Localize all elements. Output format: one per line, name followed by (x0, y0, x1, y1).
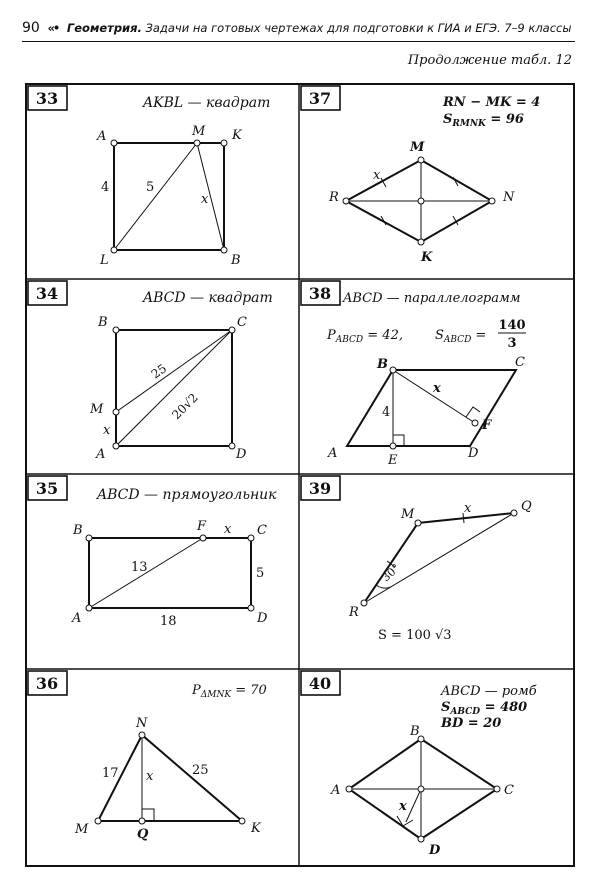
point-label: K (421, 250, 433, 265)
book-description: Задачи на готовых чертежах для подготовки к ГИА и ЕГЭ. 7–9 классы (145, 21, 572, 35)
point-label: C (257, 523, 267, 538)
problem-39 (301, 476, 532, 643)
point-label: M (410, 140, 425, 155)
problem-number: 33 (35, 89, 59, 108)
diagonal-length-label: 20√2 (169, 390, 201, 423)
point-label: B (410, 724, 420, 739)
point-label: F (197, 519, 207, 534)
header-rule (22, 41, 575, 42)
problem-number: 40 (308, 674, 332, 693)
problem-number: 35 (35, 479, 59, 498)
point-label: D (236, 447, 247, 462)
side-length-label: 4 (101, 180, 110, 195)
problem-37 (301, 86, 540, 265)
problem-number: 37 (308, 89, 332, 108)
unknown-x-label: x (201, 192, 209, 207)
problem-condition: AKBL — квадрат (143, 95, 271, 111)
point-label: N (503, 190, 515, 205)
point-label: A (331, 783, 341, 798)
side-length-label: 17 (102, 766, 119, 781)
height-length-label: 4 (382, 405, 391, 420)
book-title: Геометрия. (66, 21, 142, 35)
unknown-x-label: x (373, 168, 381, 183)
unknown-x-label: x (399, 799, 407, 814)
point-label: M (75, 822, 89, 837)
point-label: Q (137, 827, 149, 842)
angle-label: 30° (379, 561, 403, 585)
rectangle-figure (86, 535, 254, 611)
point-label: B (73, 523, 83, 538)
point-label: M (90, 402, 104, 417)
point-label: L (100, 253, 109, 268)
area-denominator: 3 (507, 336, 517, 351)
problem-number: 38 (308, 284, 332, 303)
problem-condition: RN − MK = 4 (443, 95, 541, 110)
segment-length-label: 25 (148, 361, 170, 382)
unknown-x-label: x (146, 769, 154, 784)
page-header (22, 20, 575, 42)
problems-table (25, 83, 575, 867)
point-label: R (329, 190, 339, 205)
point-label: K (232, 128, 242, 143)
area-condition: $S_{ABCD} = 480$ (441, 700, 528, 717)
problem-34 (28, 281, 273, 462)
point-label: Q (521, 499, 532, 514)
problem-condition: ABCD — квадрат (143, 290, 273, 306)
point-label: B (98, 315, 108, 330)
side-length-label: 25 (192, 763, 209, 778)
problem-condition: ABCD — прямоугольник (97, 487, 277, 503)
point-label: A (328, 446, 338, 461)
area-condition: $S_{ABCD}$ = (435, 328, 487, 345)
problem-condition: ABCD — ромб (441, 684, 537, 699)
problem-number: 39 (308, 479, 332, 498)
problem-condition: ABCD — параллелограмм (343, 291, 521, 306)
diagonal-length-label: 13 (131, 560, 148, 575)
unknown-x-label: x (224, 522, 232, 537)
continuation-label: Продолжение табл. 12 (407, 53, 572, 68)
point-label: D (429, 843, 441, 858)
point-label: B (231, 253, 241, 268)
unknown-x-label: x (464, 501, 472, 516)
perimeter-condition: $P_{ABCD} = 42$, (327, 328, 403, 345)
point-label: M (401, 507, 415, 522)
problem-33 (28, 86, 270, 268)
triangle-figure (361, 510, 517, 606)
page-number: 90 (22, 20, 40, 36)
parallelogram-figure (347, 367, 516, 449)
header-mark: «• (47, 21, 59, 35)
area-condition: $S_{RMNK} = 96$ (443, 112, 524, 129)
point-label: N (136, 716, 148, 731)
point-label: D (468, 446, 479, 461)
point-label: B (377, 357, 388, 372)
diagonal-condition: BD = 20 (441, 716, 502, 731)
diagonal-length-label: 5 (146, 180, 155, 195)
point-label: A (96, 447, 106, 462)
rhombus-figure (346, 736, 500, 842)
rhombus-figure (343, 157, 495, 245)
unknown-x-label: x (103, 423, 111, 438)
problem-40 (301, 671, 537, 858)
unknown-x-label: x (433, 381, 441, 396)
problem-35 (28, 476, 277, 629)
point-label: D (257, 611, 268, 626)
point-label: M (192, 124, 206, 139)
problem-36 (28, 671, 267, 842)
point-label: A (97, 129, 107, 144)
point-label: C (515, 355, 525, 370)
side-length-label: 5 (256, 566, 265, 581)
point-label: K (251, 821, 261, 836)
perimeter-condition: $P_{\Delta MNK} = 70$ (192, 683, 267, 700)
area-condition: S = 100 √3 (378, 628, 452, 643)
problem-number: 36 (35, 674, 59, 693)
point-label: C (237, 315, 247, 330)
point-label: R (349, 605, 359, 620)
point-label: C (504, 783, 514, 798)
base-length-label: 18 (160, 614, 177, 629)
square-figure (111, 140, 227, 253)
point-label: A (72, 611, 82, 626)
problem-38 (301, 281, 526, 468)
point-label: F (482, 418, 492, 433)
square-figure (113, 327, 235, 449)
problem-number: 34 (35, 284, 59, 303)
point-label: E (388, 453, 398, 468)
area-numerator: 140 (498, 318, 526, 333)
